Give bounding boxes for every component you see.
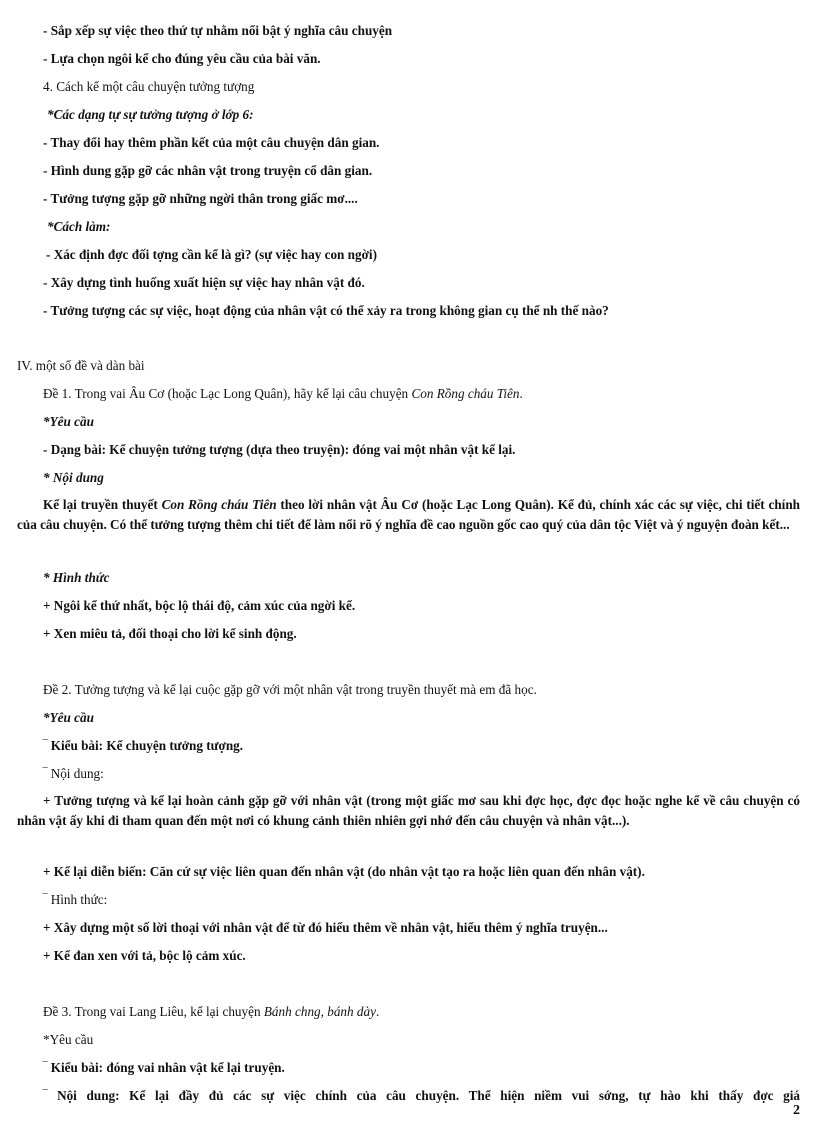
text-line: - Thay đổi hay thêm phần kết của một câu chuyện dân gian. <box>43 135 380 150</box>
page-number: 2 <box>793 1103 800 1118</box>
text-line: - Dạng bài: Kể chuyện tưởng tượng (dựa theo truyện): đóng vai một nhân vật kể lại. <box>43 442 516 457</box>
section-heading: 4. Cách kể một câu chuyện tưởng tượng <box>43 79 255 94</box>
text-line: + Kể lại diễn biến: Căn cứ sự việc liên quan đến nhân vật (do nhân vật tạo ra hoặc liên quan đến nhân vật). <box>43 864 645 879</box>
paragraph-text: + Tưởng tượng và kể lại hoàn cảnh gặp gỡ với nhân vật (trong một giấc mơ sau khi đợc học, đợc đọc hoặc nghe kể về câu chuyện có nhân vật ấy khi đi tham quan đến một nơi có khung cảnh thiên nhiên gợi nhớ đến câu chuyện và nhân vật...). <box>17 793 800 828</box>
section-heading: IV. một số đề và dàn bài <box>17 358 145 373</box>
exercise-text: Đề 3. Trong vai Lang Liêu, kể lại chuyện <box>43 1004 264 1019</box>
exercise-title <box>43 386 523 402</box>
story-title: Con Rồng cháu Tiên <box>161 497 277 512</box>
paragraph <box>17 495 800 534</box>
text-line: ‾ Kiểu bài: đóng vai nhân vật kể lại truyện. <box>43 1060 285 1075</box>
text-line: ‾ Hình thức: <box>43 892 108 907</box>
text-line: - Lựa chọn ngôi kể cho đúng yêu cầu của bài văn. <box>43 51 321 66</box>
punctuation: . <box>519 386 523 401</box>
text-line: + Kể đan xen với tả, bộc lộ cảm xúc. <box>43 948 246 963</box>
text-line: ‾ Nội dung: Kể lại đầy đủ các sự việc chính của câu chuyện. Thể hiện niềm vui sớng, tự hào khi thấy đợc giá <box>43 1088 800 1103</box>
text-line: ‾ Nội dung: <box>43 766 104 781</box>
text-line: + Ngôi kể thứ nhất, bộc lộ thái độ, cảm xúc của ngời kể. <box>43 598 356 613</box>
subheading: *Các dạng tự sự tưởng tượng ở lớp 6: <box>47 107 254 122</box>
paragraph <box>17 791 800 830</box>
subheading: *Yêu cầu <box>43 710 94 725</box>
subheading: *Cách làm: <box>47 219 111 234</box>
text-line: - Tưởng tượng các sự việc, hoạt động của nhân vật có thể xảy ra trong không gian cụ thể nh thế nào? <box>43 303 609 318</box>
text-line: + Xen miêu tả, đối thoại cho lời kể sinh động. <box>43 626 297 641</box>
exercise-text: Đề 1. Trong vai Âu Cơ (hoặc Lạc Long Quân), hãy kể lại câu chuyện <box>43 386 412 401</box>
subheading: * Hình thức <box>43 570 110 585</box>
subheading: * Nội dung <box>43 470 104 485</box>
text-line: ‾ Kiểu bài: Kể chuyện tưởng tượng. <box>43 738 244 753</box>
text-line: - Sắp xếp sự việc theo thứ tự nhằm nổi bật ý nghĩa câu chuyện <box>43 23 393 38</box>
text-line: - Tưởng tượng gặp gỡ những ngời thân trong giấc mơ.... <box>43 191 358 206</box>
exercise-title: Đề 2. Tưởng tượng và kể lại cuộc gặp gỡ với một nhân vật trong truyền thuyết mà em đã học. <box>43 682 537 697</box>
subheading: *Yêu cầu <box>43 414 94 429</box>
text-line: + Xây dựng một số lời thoại với nhân vật để từ đó hiểu thêm về nhân vật, hiểu thêm ý nghĩa truyện... <box>43 920 608 935</box>
paragraph-text: theo lời nhân vật Âu Cơ (hoặc Lạc Long Quân). Kể đủ, chính xác các sự việc, chi tiết chính của câu chuyện. Có thể tưởng tượng thêm chi tiết để làm nổi rõ ý nghĩa đề cao nguồn gốc cao quý của dân tộc Việt và ý nguyện đoàn kết... <box>17 497 801 532</box>
text-line: - Hình dung gặp gỡ các nhân vật trong truyện cổ dân gian. <box>43 163 373 178</box>
punctuation: . <box>375 1004 380 1019</box>
story-title: Bánh chng, bánh dày <box>263 1004 376 1019</box>
story-title: Con Rồng cháu Tiên <box>411 386 520 401</box>
exercise-title <box>43 1004 379 1020</box>
paragraph-text: Kể lại truyền thuyết <box>43 497 162 512</box>
text-line: - Xây dựng tình huống xuất hiện sự việc hay nhân vật đó. <box>43 275 365 290</box>
subheading: *Yêu cầu <box>43 1032 94 1047</box>
text-line: - Xác định đợc đối tợng cần kể là gì? (sự việc hay con ngời) <box>46 247 377 262</box>
